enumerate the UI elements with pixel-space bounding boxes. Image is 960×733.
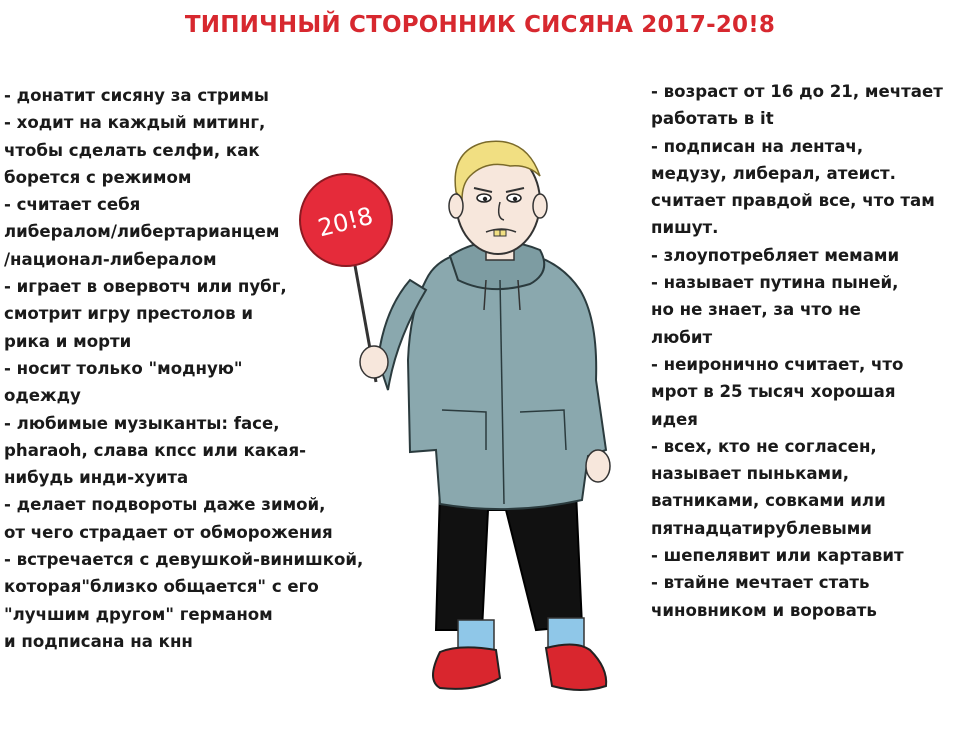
left-trait-line: - ходит на каждый митинг, xyxy=(4,113,266,133)
right-trait-line: - злоупотребляет мемами xyxy=(651,245,900,265)
left-trait-line: - считает себя xyxy=(4,195,141,215)
page-title: ТИПИЧНЫЙ СТОРОННИК СИСЯНА 2017-20!8 xyxy=(184,12,776,38)
right-hand xyxy=(586,450,610,482)
right-trait-line: медузу, либерал, атеист. xyxy=(651,163,896,183)
right-trait-line: - шепелявит или картавит xyxy=(651,546,904,566)
right-trait-line: - неироничнo считает, что xyxy=(651,354,904,374)
left-trait-line: - донатит сисяну за стримы xyxy=(4,86,269,105)
right-trait-line: любит xyxy=(651,327,713,347)
right-ear xyxy=(533,194,547,218)
left-trait-line: борется с режимом xyxy=(4,167,192,187)
left-trait-line: одежду xyxy=(4,386,81,406)
right-trait-line: но не знает, за что не xyxy=(651,300,861,320)
sign-label: 20!8 xyxy=(315,201,376,243)
right-trait-line: считает правдой все, что там xyxy=(651,191,935,211)
right-trait-line: - всех, кто не согласен, xyxy=(651,436,877,456)
right-trait-line: пятнадцатирублевыми xyxy=(651,518,872,538)
right-trait-line: пишут. xyxy=(651,218,719,238)
right-trait-line: ватниками, совками или xyxy=(651,491,886,511)
right-trait-line: мрот в 25 тысяч хорошая xyxy=(651,382,896,402)
left-ear xyxy=(449,194,463,218)
tooth xyxy=(500,230,506,236)
left-trait-line: нибудь инди-хуита xyxy=(4,468,189,488)
right-pupil xyxy=(513,197,517,201)
left-trait-line: - встречается с девушкой-винишкой, xyxy=(4,550,364,570)
pants xyxy=(436,490,582,630)
left-trait-line: "лучшим другом" германом xyxy=(4,604,273,624)
left-trait-line: чтобы сделать селфи, как xyxy=(4,140,260,160)
left-trait-line: либералом/либертарианцем xyxy=(4,222,280,242)
right-trait-line: называет пыньками, xyxy=(651,464,850,484)
left-trait-line: и подписана на кнн xyxy=(4,631,193,651)
right-trait-line: работать в it xyxy=(651,109,774,129)
right-trait-line: - втайне мечтает стать xyxy=(651,573,870,593)
left-trait-line: рика и морти xyxy=(4,331,132,351)
right-trait-line: - подписан на лентач, xyxy=(651,136,864,156)
tooth xyxy=(494,230,500,236)
right-shoe xyxy=(546,644,606,690)
right-trait-line: идея xyxy=(651,409,698,429)
left-hand xyxy=(360,346,388,378)
right-trait-line: чиновником и воровать xyxy=(651,600,877,620)
right-trait-line: - возраст от 16 до 21, мечтает xyxy=(651,82,943,101)
left-trait-line: pharaoh, слава кпсс или какая- xyxy=(4,440,307,460)
left-pupil xyxy=(483,197,487,201)
right-trait-line: - называет путина пыней, xyxy=(651,273,899,293)
left-trait-line: - делает подвороты даже зимой, xyxy=(4,495,326,515)
left-trait-line: - играет в овервотч или пубг, xyxy=(4,277,287,297)
left-trait-line: - любимые музыканты: face, xyxy=(4,413,280,433)
left-trait-line: - носит только "модную" xyxy=(4,358,243,378)
left-shoe xyxy=(433,647,500,688)
left-trait-line: от чего страдает от обморожения xyxy=(4,522,333,542)
right-trait-list xyxy=(651,78,943,624)
left-trait-line: /национал-либералом xyxy=(4,249,217,269)
left-trait-line: которая"близко общается" с его xyxy=(4,577,319,597)
character-illustration xyxy=(290,120,650,720)
left-trait-line: смотрит игру престолов и xyxy=(4,304,253,324)
